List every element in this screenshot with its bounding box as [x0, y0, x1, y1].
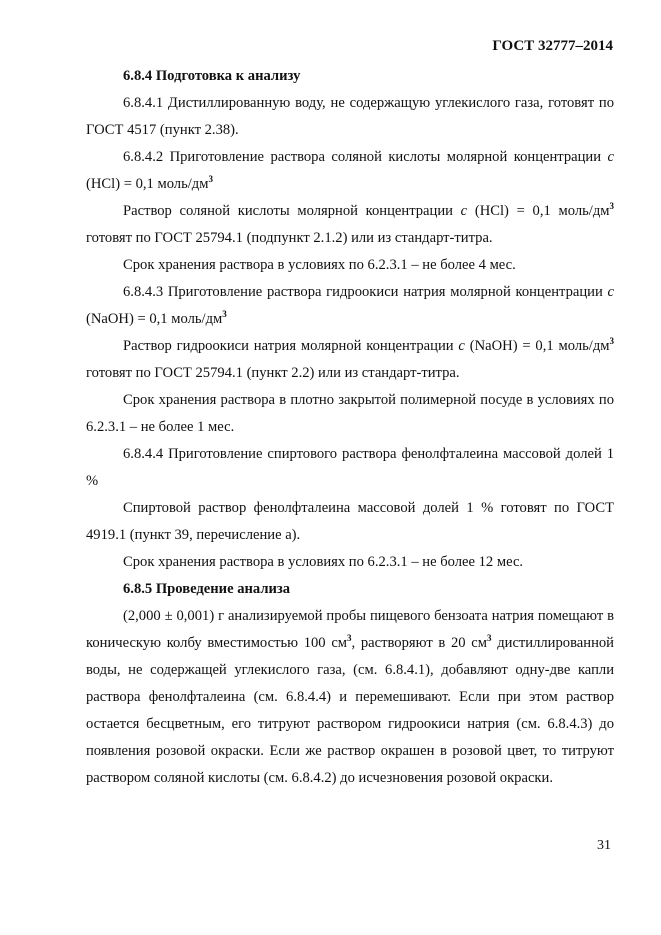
paragraph-6-8-4-3: [86, 279, 614, 333]
superscript: 3: [609, 336, 614, 346]
text-fragment: 6.8.4.3 Приготовление раствора гидроокиси натрия молярной концентрации: [123, 284, 608, 300]
superscript: 3: [347, 633, 352, 643]
section-heading-6-8-5: 6.8.5 Проведение анализа: [123, 581, 291, 597]
document-code-header: ГОСТ 32777–2014: [492, 38, 613, 54]
superscript: 3: [487, 633, 492, 643]
concentration-symbol: c: [460, 203, 468, 219]
text-fragment: (NaOH) = 0,1 моль/дм: [464, 338, 610, 354]
text-fragment: готовят по ГОСТ 25794.1 (подпункт 2.1.2) или из стандарт-титра.: [86, 230, 493, 246]
superscript: 3: [222, 309, 227, 319]
superscript: 3: [609, 201, 614, 211]
concentration-symbol: c: [607, 149, 614, 165]
text-fragment: (HCl) = 0,1 моль/дм: [467, 203, 610, 219]
text-fragment: Раствор гидроокиси натрия молярной концентрации: [123, 338, 459, 354]
concentration-symbol: c: [607, 284, 614, 300]
text-fragment: Раствор соляной кислоты молярной концентрации: [123, 203, 461, 219]
text-fragment: , растворяют в 20 см: [351, 635, 488, 651]
paragraph-storage-1-month: Срок хранения раствора в плотно закрытой полимерной посуде в условиях по 6.2.3.1 – не более 1 мес.: [86, 392, 614, 435]
paragraph-phenolphthalein-solution: Спиртовой раствор фенолфталеина массовой долей 1 % готовят по ГОСТ 4919.1 (пункт 39, перечисление а).: [86, 500, 614, 543]
text-fragment: (NaOH) = 0,1 моль/дм: [86, 311, 223, 327]
paragraph-storage-4-months: Срок хранения раствора в условиях по 6.2.3.1 – не более 4 мес.: [123, 257, 516, 273]
superscript: 3: [208, 174, 213, 184]
text-fragment: (2,000 ± 0,001) г анализируемой пробы пищевого бензоата натрия помещают в коническую колбу вместимостью 100 см: [86, 608, 614, 651]
text-fragment: (HCl) = 0,1 моль/дм: [86, 176, 209, 192]
paragraph-naoh-solution: [86, 333, 614, 387]
paragraph-6-8-4-4: 6.8.4.4 Приготовление спиртового раствора фенолфталеина массовой долей 1 %: [86, 446, 614, 489]
text-fragment: готовят по ГОСТ 25794.1 (пункт 2.2) или из стандарт-титра.: [86, 365, 460, 381]
text-fragment: 6.8.4.2 Приготовление раствора соляной кислоты молярной концентрации: [123, 149, 608, 165]
document-body: [86, 63, 614, 792]
paragraph-6-8-4-2: [86, 144, 614, 198]
paragraph-hcl-solution: [86, 198, 614, 252]
paragraph-storage-12-months: Срок хранения раствора в условиях по 6.2.3.1 – не более 12 мес.: [123, 554, 524, 570]
text-fragment: дистиллированной воды, не содержащей углекислого газа, (см. 6.8.4.1), добавляют одну-две капли раствора фенолфталеина (см. 6.8.4.4) и перемешивают. Если при этом раствор остается бесцветным, его титруют раствором гидроокиси натрия (см. 6.8.4.3) до появления розовой окраски. Если же раствор окрашен в розовой цвет, то титруют раствором соляной кислоты (см. 6.8.4.2) до исчезновения розовой окраски.: [86, 635, 614, 786]
paragraph-6-8-4-1: 6.8.4.1 Дистиллированную воду, не содержащую углекислого газа, готовят по ГОСТ 4517 (пункт 2.38).: [86, 95, 614, 138]
page-number: 31: [597, 838, 611, 853]
section-heading-6-8-4: 6.8.4 Подготовка к анализу: [123, 68, 301, 84]
paragraph-analysis-procedure: [86, 603, 614, 792]
concentration-symbol: c: [458, 338, 465, 354]
